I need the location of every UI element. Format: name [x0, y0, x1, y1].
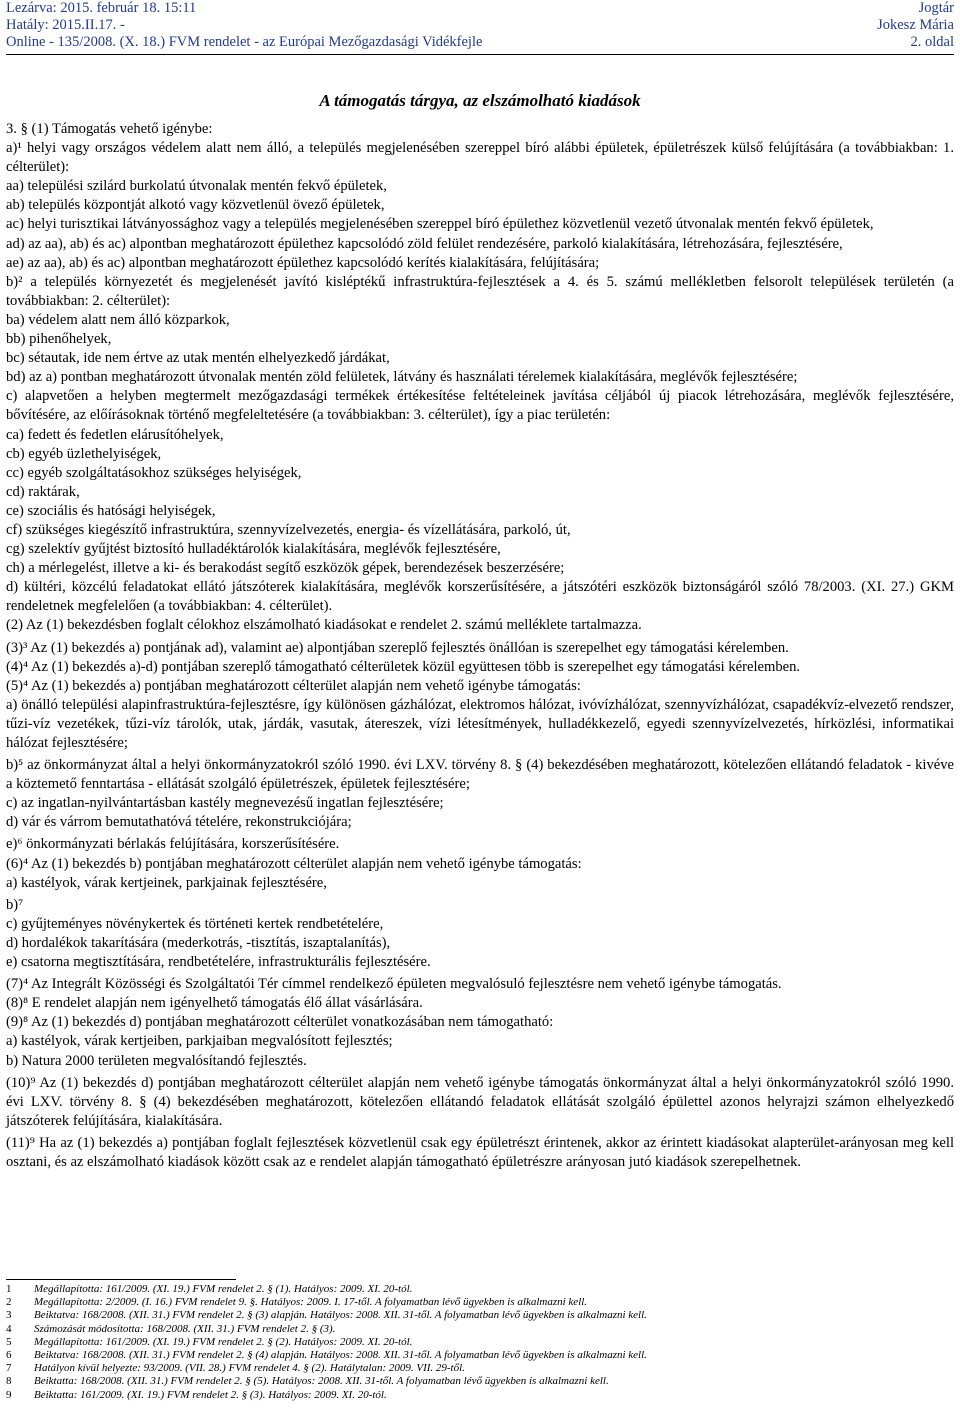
paragraph: d) hordalékok takarítására (mederkotrás, -tisztítás, iszaptalanítás),	[6, 934, 391, 951]
footnote	[6, 1362, 954, 1375]
paragraph: (9)⁸ Az (1) bekezdés d) pontjában meghatározott célterület vonatkozásában nem támogatható:	[6, 1014, 554, 1031]
footnote	[6, 1336, 954, 1349]
paragraph: a) önálló települési alapinfrastruktúra-fejlesztésre, így különösen gázhálózat, elektromos hálózat, ivóvízhálózat, szennyvízhálózat, csapadékvíz-elvezető rendszer, tűzi-víz vezetékek, tűzi-víz tárolók, utak, járdák, vasutak, átereszek, vízi létesítmények, hulladékkezelő, egyedi szennyvízelvezetés, hírközlési, informatikai hálózat fejlesztésére;	[6, 696, 954, 751]
paragraph: e)⁶ önkormányzati bérlakás felújítására, korszerűsítésére.	[6, 836, 340, 853]
paragraph: b) Natura 2000 területen megvalósítandó fejlesztés.	[6, 1052, 307, 1069]
paragraph: bd) az a) pontban meghatározott útvonalak mentén zöld felületek, látvány és használati térelemek kialakítására, meglévők fejlesztésére;	[6, 369, 798, 386]
paragraph: (3)³ Az (1) bekezdés a) pontjának ad), valamint ae) alpontjában szereplő fejlesztés önállóan is szerepelhet egy támogatási kérelemben.	[6, 639, 789, 656]
footnote-text: Megállapította: 2/2009. (I. 16.) FVM rendelet 9. §. Hatályos: 2009. I. 17-től. A folyamatban lévő ügyekben is alkalmazni kell.	[34, 1296, 588, 1309]
footnote-divider	[6, 1279, 236, 1280]
paragraph: bb) pihenőhelyek,	[6, 331, 112, 348]
paragraph: ch) a mérlegelést, illetve a ki- és berakodást segítő eszközök gépek, berendezések beszerzésére;	[6, 560, 565, 577]
footnote-text: Megállapította: 161/2009. (XI. 19.) FVM rendelet 2. § (1). Hatályos: 2009. XI. 20-tól.	[34, 1283, 413, 1295]
footnote	[6, 1296, 954, 1309]
paragraph: cg) szelektív gyűjtést biztosító hulladéktárolók kialakítására, meglévők fejlesztésére,	[6, 541, 501, 558]
footnote-number: 4	[6, 1322, 12, 1335]
paragraph: b)² a település környezetét és megjelenését javító kisléptékű infrastruktúra-fejlesztések a 4. és 5. számú mellékletben felsorolt települések területén (a továbbiakban: 2. célterület):	[6, 273, 954, 309]
paragraph: (11)⁹ Ha az (1) bekezdés a) pontjában foglalt fejlesztések közvetlenül csak egy épületrészt érintenek, akkor az érintett kiadásokat alapterület-arányosan meg kell osztani, és az elszámolható kiadások között csak az e rendelet alapján támogatható épületrészre arányosan jutó kiadások szerepelhetnek.	[6, 1134, 954, 1170]
document-header-right	[877, 0, 954, 51]
paragraph: a)¹ helyi vagy országos védelem alatt nem álló, a település megjelenésében szereppel bíró alábbi épületek, épületrészek külső felújítására (a továbbiakban: 1. célterület):	[6, 140, 954, 176]
document-title: Online - 135/2008. (X. 18.) FVM rendelet - az Európai Mezőgazdasági Vidékfejle	[6, 34, 483, 50]
document-body	[6, 120, 954, 1172]
paragraph: c) gyűjteményes növénykertek és történeti kertek rendbetételére,	[6, 915, 384, 932]
paragraph: 3. § (1) Támogatás vehető igénybe:	[6, 121, 213, 137]
footnote-number: 8	[6, 1375, 12, 1388]
footnote	[6, 1375, 954, 1388]
paragraph: bc) sétautak, ide nem értve az utak mentén elhelyezkedő járdákat,	[6, 350, 390, 367]
closed-date: Lezárva: 2015. február 18. 15:11	[6, 0, 197, 16]
footnote-text: Beiktatva: 168/2008. (XII. 31.) FVM rendelet 2. § (4) alapján. Hatályos: 2008. XII. 31-től. A folyamatban lévő ügyekben is alkalmazni kell.	[34, 1349, 647, 1362]
footnote	[6, 1283, 954, 1296]
paragraph: (2) Az (1) bekezdésben foglalt célokhoz elszámolható kiadásokat e rendelet 2. számú melléklete tartalmazza.	[6, 617, 642, 634]
footnote	[6, 1389, 954, 1402]
footnote-number: 6	[6, 1349, 12, 1362]
page-number: 2. oldal	[910, 34, 954, 50]
paragraph: b)⁵ az önkormányzat által a helyi önkormányzatokról szóló 1990. évi LXV. törvény 8. § (4) bekezdésében meghatározott, kötelezően ellátandó feladatok - kivéve a köztemető fenntartása - ellátását szolgáló épületrészek, épületek fejlesztésére;	[6, 757, 954, 793]
paragraph: e) csatorna megtisztítására, rendbetételére, infrastrukturális fejlesztésére.	[6, 954, 431, 971]
paragraph: d) kültéri, közcélú feladatokat ellátó játszóterek kialakítására, meglévők korszerűsítésére, a játszótéri eszközök biztonságáról szóló 78/2003. (XI. 27.) GKM rendeletnek megfelelően (a továbbiakban: 4. célterület).	[6, 579, 954, 615]
paragraph: cc) egyéb szolgáltatásokhoz szükséges helyiségek,	[6, 464, 302, 481]
paragraph: (10)⁹ Az (1) bekezdés d) pontjában meghatározott célterület alapján nem vehető igénybe támogatás önkormányzat által a helyi önkormányzatokról szóló 1990. évi LXV. törvény 8. § (4) bekezdésében meghatározott, kötelezően ellátandó feladatok ellátását szolgáló épülettel azonos helyrajzi számon elhelyezkedő játszóterek felújítására, kialakítására.	[6, 1074, 954, 1129]
paragraph: d) vár és várrom bemutathatóvá tételére, rekonstrukciójára;	[6, 814, 352, 831]
section-heading: A támogatás tárgya, az elszámolható kiadások	[319, 91, 641, 110]
effective-date: Hatály: 2015.II.17. -	[6, 17, 125, 33]
footnote-number: 3	[6, 1309, 12, 1322]
footnotes	[6, 1283, 954, 1402]
paragraph: (6)⁴ Az (1) bekezdés b) pontjában meghatározott célterület alapján nem vehető igénybe támogatás:	[6, 855, 582, 872]
paragraph: c) alapvetően a helyben megtermelt mezőgazdasági termékek értékesítése feltételeinek javítása céljából új piacok létrehozására, meglévők fejlesztésére, bővítésére, az előírásoknak történő megfeleltetésére (a továbbiakban: 3. célterület), így a piac területén:	[6, 388, 954, 424]
footnote-text: Beiktatta: 161/2009. (XI. 19.) FVM rendelet 2. § (3). Hatályos: 2009. XI. 20-tól.	[34, 1388, 387, 1401]
paragraph: ad) az aa), ab) és ac) alpontban meghatározott épülethez kapcsolódó zöld felület rendezésére, parkoló kialakítására, létrehozására, fejlesztésére,	[6, 235, 843, 252]
publisher-name: Jogtár	[918, 0, 954, 16]
paragraph: c) az ingatlan-nyilvántartásban kastély megnevezésű ingatlan fejlesztésére;	[6, 795, 444, 812]
footnote-text: Megállapította: 161/2009. (XI. 19.) FVM rendelet 2. § (2). Hatályos: 2009. XI. 20-tól.	[34, 1335, 413, 1348]
footnote-number: 1	[6, 1283, 12, 1295]
paragraph: cf) szükséges kiegészítő infrastruktúra, szennyvízelvezetés, energia- és vízellátására, parkoló, út,	[6, 521, 571, 538]
paragraph: a) kastélyok, várak kertjeinek, parkjainak fejlesztésére,	[6, 874, 327, 891]
footnote-number: 9	[6, 1388, 12, 1401]
paragraph: ca) fedett és fedetlen elárusítóhelyek,	[6, 426, 224, 443]
header-divider	[6, 54, 954, 55]
paragraph: (4)⁴ Az (1) bekezdés a)-d) pontjában szereplő támogatható célterületek közül együttesen több is szerepelhet egy támogatási kérelemben.	[6, 658, 801, 675]
footnote-text: Beiktatva: 168/2008. (XII. 31.) FVM rendelet 2. § (3) alapján. Hatályos: 2008. XII. 31-től. A folyamatban lévő ügyekben is alkalmazni kell.	[34, 1309, 647, 1322]
footnote-number: 7	[6, 1362, 12, 1375]
footnote	[6, 1349, 954, 1362]
paragraph: aa) települési szilárd burkolatú útvonalak mentén fekvő épületek,	[6, 178, 387, 195]
footnote-text: Számozását módosította: 168/2008. (XII. 31.) FVM rendelet 2. § (3).	[34, 1322, 336, 1335]
paragraph: (7)⁴ Az Integrált Közösségi és Szolgáltatói Tér címmel rendelkező épületen megvalósuló fejlesztésre nem vehető igénybe támogatás.	[6, 976, 782, 993]
paragraph: (5)⁴ Az (1) bekezdés a) pontjában meghatározott célterület alapján nem vehető igénybe támogatás:	[6, 677, 581, 694]
paragraph: ba) védelem alatt nem álló közparkok,	[6, 311, 230, 328]
paragraph: b)⁷	[6, 896, 24, 913]
paragraph: ce) szociális és hatósági helyiségek,	[6, 502, 216, 519]
paragraph: ac) helyi turisztikai látványossághoz vagy a település megjelenésében szereppel bíró épülethez közvetlenül vezető útvonalak mentén fekvő épületek,	[6, 216, 874, 233]
footnote	[6, 1323, 954, 1336]
author-name: Jokesz Mária	[877, 17, 954, 33]
paragraph: cd) raktárak,	[6, 483, 80, 500]
footnote-text: Hatályon kívül helyezte: 93/2009. (VII. 28.) FVM rendelet 4. § (2). Hatálytalan: 2009. VII. 29-től.	[34, 1362, 465, 1375]
paragraph: ae) az aa), ab) és ac) alpontban meghatározott épülethez kapcsolódó kerítés kialakítására, felújítására;	[6, 254, 600, 271]
paragraph: (8)⁸ E rendelet alapján nem igényelhető támogatás élő állat vásárlására.	[6, 995, 423, 1012]
paragraph: ab) település központját alkotó vagy közvetlenül övező épületek,	[6, 197, 385, 214]
paragraph: cb) egyéb üzlethelyiségek,	[6, 445, 162, 462]
footnote	[6, 1309, 954, 1322]
paragraph: a) kastélyok, várak kertjeiben, parkjaiban megvalósított fejlesztés;	[6, 1033, 393, 1050]
footnote-text: Beiktatta: 168/2008. (XII. 31.) FVM rendelet 2. § (5). Hatályos: 2008. XII. 31-től. A folyamatban lévő ügyekben is alkalmazni kell.	[34, 1375, 609, 1388]
footnote-number: 2	[6, 1296, 12, 1309]
footnote-number: 5	[6, 1335, 12, 1348]
document-header-left	[6, 0, 482, 51]
